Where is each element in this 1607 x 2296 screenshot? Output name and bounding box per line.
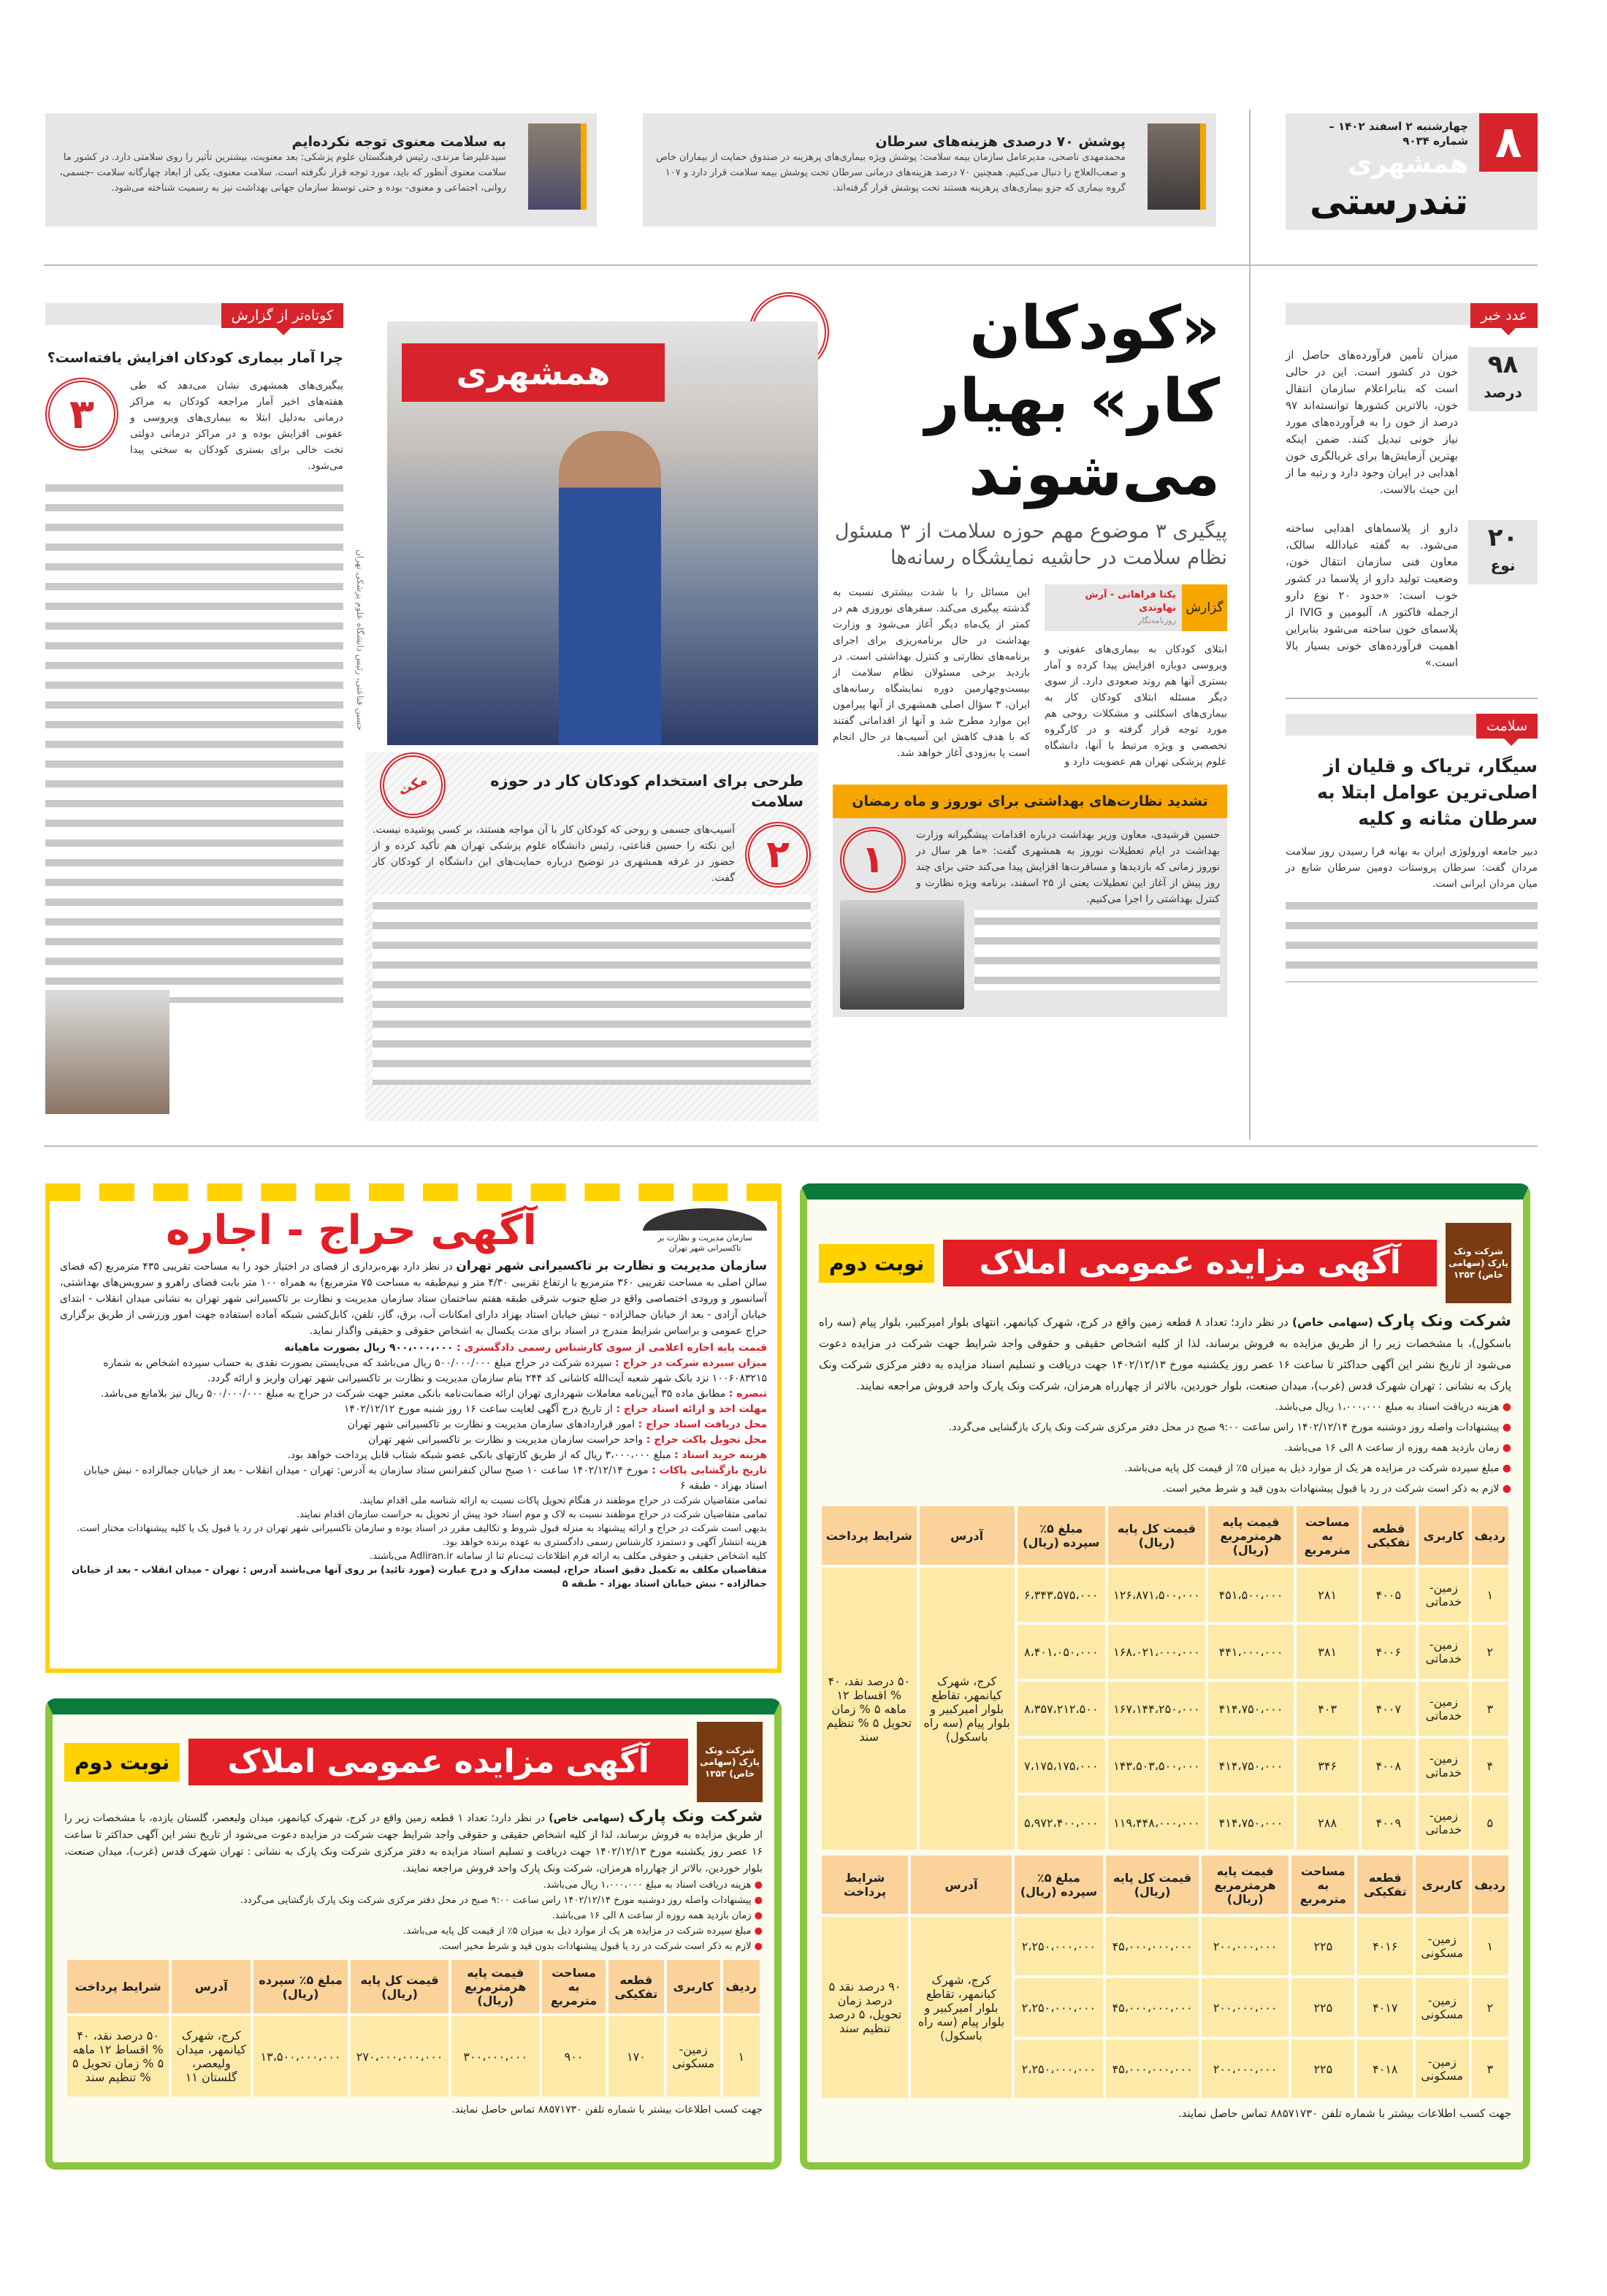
table-cell: زمین-خدماتی xyxy=(1419,1568,1468,1622)
table-row xyxy=(67,2016,760,2097)
text: هزینه خرید اسناد : xyxy=(674,1449,767,1461)
ad-intro: در نظر دارد بهره‌برداری از فضای در اختیار خود را به مساحت تقریبی ۴۳۵ مترمربع (که فضای سالن اصلی به مساحت تقریبی ۳۶۰ مترمربع با ارتفاع تقریبی ۴/۳۰ متر و نیم‌طبقه به مساحت ۷۵ مترمربع) به همراه ۱۰۰ متر بابت فضای راهرو و سرویس‌های بهداشتی، آسانسور و ورودی اختصاصی واقع در ضلع جنوب شرقی طبقه هفتم ساختمان ستاد سازمان مدیریت و نظارت بر تاکسیرانی شهر تهران به نشانی میدان انقلاب - ابتدای خیابان آزادی - بعد از خیابان جمالزاده - نبش خیابان استاد بهزاد دارای امکانات آب، برق، گاز، تلفن، کابل‌کشی شبکه آماده استفاده جهت امور ورزشی از طریق برگزاری حراج عمومی و براساس شرایط مندرج در اسناد برای مدت یکسال به اشخاص حقوقی و حقیقی واگذار نماید. xyxy=(60,1261,767,1337)
taxi-auction-ad xyxy=(45,1183,782,1673)
property-table-commercial xyxy=(819,1503,1511,1853)
byline-tag: گزارش xyxy=(1182,584,1227,631)
issue-date: چهارشنبه ۲ اسفند ۱۴۰۲ – شماره ۹۰۳۴ xyxy=(1329,120,1468,148)
ad-bullet: ● مبلغ سپرده شرکت در مزایده هر یک از موارد ذیل به میزان ۵٪ از قیمت کل پایه می‌باشد. xyxy=(64,1923,763,1939)
official-photo xyxy=(45,990,169,1114)
numbers-box xyxy=(1286,303,1538,671)
teaser-photo xyxy=(1148,123,1206,210)
table-cell: زمین-خدماتی xyxy=(1419,1739,1468,1793)
main-story xyxy=(833,292,1227,1017)
table-cell: ۱ xyxy=(723,2016,760,2097)
section-tag: سلامت xyxy=(1476,714,1538,739)
table-cell: ۴۵،۰۰۰،۰۰۰،۰۰۰ xyxy=(1106,1978,1199,2037)
table-cell: ۲،۲۵۰،۰۰۰،۰۰۰ xyxy=(1015,1917,1103,1975)
text: تاریخ بازگشایی پاکات : xyxy=(652,1465,767,1476)
table-cell: زمین-مسکونی xyxy=(667,2016,720,2097)
table-cell: ۴۰۱۶ xyxy=(1357,1917,1413,1975)
box-body: آسیب‌های جسمی و روحی که کودکان کار با آن مواجه هستند، بر کسی پوشیده نیست. این نکته را حسین قناعتی، رئیس دانشگاه علوم پزشکی تهران هم تأکید کرده و از حضور در غرفه همشهری در توضیح درباره حمایت‌های این دانشگاه از کودکان کار گفت. xyxy=(373,824,735,884)
text xyxy=(45,378,343,1003)
table-cell: ۱ xyxy=(1472,1917,1508,1975)
teaser-cancer[interactable] xyxy=(643,113,1216,226)
news-title: سیگار، تریاک و قلیان از اصلی‌ترین عوامل ابتلا به سرطان مثانه و کلیه xyxy=(1317,755,1538,829)
paper-logo: همشهری xyxy=(1348,149,1468,179)
table-cell: ۴۴۱،۰۰۰،۰۰۰ xyxy=(1208,1625,1294,1679)
column-header: قیمت پایه هرمترمربع (ریال) xyxy=(1208,1506,1294,1565)
round-badge: نوبت دوم xyxy=(64,1743,180,1782)
column-header: مساحت به مترمربع xyxy=(1297,1506,1359,1565)
column-header: ردیف xyxy=(1472,1856,1508,1914)
ad-field xyxy=(60,1356,767,1387)
table-cell: ۵۰ درصد نقد، ۴۰ % اقساط ۱۲ ماهه ۵ % زمان تحویل ۵ % تنظیم سند xyxy=(67,2016,169,2097)
teaser-title: به سلامت معنوی توجه نکرده‌ایم xyxy=(291,134,506,150)
table-cell: ۴۰۱۷ xyxy=(1357,1978,1413,2037)
vanak-auction-ad-small xyxy=(45,1698,782,2170)
teaser-body: سیدعلیرضا مرندی، رئیس فرهنگستان علوم پزشکی: بعد معنویت، بیشترین تأثیر را روی سلامتی دارد. در کشور ما سلامت معنوی آنطور که باید، مورد توجه قرار نگرفته است. سلامت معنوی، یکی از ابعاد چهارگانه سلامت -جسمی، روانی، اجتماعی و معنوی- بوده و حتی توسط سازمان جهانی بهداشت نیز به رسمیت شناخته می‌شود. xyxy=(59,152,506,194)
column-header: ردیف xyxy=(1472,1506,1508,1565)
teaser-body: محمدمهدی ناصحی، مدیرعامل سازمان بیمه سلامت: پوشش ویژه بیماری‌های پرهزینه در صندوق حمایت از بیماران خاص و صعب‌العلاج را دنبال می‌کنیم. همچنین ۷۰ درصد هزینه‌های درمانی سرطان تحت پوشش بیمه سلامت قرار دارد و ۱۰۷ گروه بیماری که جزو بیماری‌های پرهزینه هستند تحت پوشش قرار گرفته‌اند. xyxy=(656,152,1126,194)
byline-authors: یکتا فراهانی - آرش نهاوندی xyxy=(1085,590,1176,614)
table-cell: ۴۰۰۷ xyxy=(1362,1682,1416,1736)
main-subtitle: پیگیری ۳ موضوع مهم حوزه سلامت از ۳ مسئول نظام سلامت در حاشیه نمایشگاه رسانه‌ها xyxy=(834,520,1227,569)
ad-bullet: کلیه اشخاص حقیقی و حقوقی مکلف به ارائه فرم اطلاعات ثبت‌نام ثنا از سامانه Adliran.ir می‌باشند. xyxy=(370,1551,767,1562)
table-cell: ۲۰۰،۰۰۰،۰۰۰ xyxy=(1202,2040,1289,2098)
text: مبلغ ۳،۰۰۰،۰۰۰ ریال که از طریق کارتهای بانکی عضو شبکه شتاب قابل پرداخت خواهد بود. xyxy=(287,1449,671,1461)
main-headline: «کودکان کار» بهیار می‌شوند xyxy=(925,294,1220,509)
ad-title: آگهی مزایده عمومی املاک xyxy=(943,1240,1437,1286)
vanak-logo: شرکت ونک پارک (سهامی خاص) ۱۳۵۳ xyxy=(1446,1223,1511,1303)
stat-badge xyxy=(1468,520,1538,584)
text xyxy=(1286,714,1538,736)
text xyxy=(60,1258,767,1339)
table-cell: ۳۴۶ xyxy=(1297,1739,1359,1793)
box-title: تشدید نظارت‌های بهداشتی برای نوروز و ماه رمضان xyxy=(833,785,1227,818)
text: مورخ ۱۴۰۲/۱۲/۱۴ ساعت ۱۰ صبح سالن کنفرانس ستاد سازمان به آدرس: تهران - میدان انقلاب - بعد از خیابان جمالزاده - نبش خیابان استاد بهزاد - طبقه ۶ xyxy=(83,1465,767,1492)
table-cell: ۶،۳۴۳،۵۷۵،۰۰۰ xyxy=(1018,1568,1105,1622)
table-cell: ۲۰۰،۰۰۰،۰۰۰ xyxy=(1202,1917,1289,1975)
table-cell: ۴۰۰۸ xyxy=(1362,1739,1416,1793)
table-cell: ۵،۹۷۲،۴۰۰،۰۰۰ xyxy=(1018,1796,1105,1850)
table-cell: ۳۸۱ xyxy=(1297,1625,1359,1679)
section-tag: کوتاه‌تر از گزارش xyxy=(221,303,343,328)
table-cell: ۲۰۰،۰۰۰،۰۰۰ xyxy=(1202,1978,1289,2037)
ad-intro: در نظر دارد؛ تعداد ۸ قطعه زمین واقع در کرج، شهرک کیانمهر، انتهای بلوار امیرکبیر، بلوار پیام (سه راه باسکول)، با مشخصات زیر را از طریق مزایده به فروش برساند، لذا از کلیه اشخاص حقیقی و حقوقی واجد شرایط جهت شرکت در مزایده دعوت می‌شود از تاریخ نشر این آگهی حداکثر تا ساعت ۱۶ عصر روز یکشنبه مورخ ۱۴۰۲/۱۲/۱۳ جهت دریافت و تسلیم اسناد مزایده به دفتر مرکزی شرکت ونک پارک به نشانی : تهران شهرک قدس (غرب)، میدان صنعت، بلوار خوردین، بالاتر از چهارراه هرمزان، شرکت ونک پارک واحد فروش مراجعه نمایند. xyxy=(819,1316,1512,1392)
ad-bullet: ● زمان بازدید همه روزه از ساعت ۸ الی ۱۶ می‌باشد. xyxy=(819,1438,1511,1458)
text xyxy=(819,1311,1511,1397)
intro-col-1: ابتلای کودکان به بیماری‌های عفونی و ویروسی دوباره افزایش پیدا کرده و آمار بستری آنها هم روند صعودی دارد. از سوی دیگر مسئله ابتلای کودکان کار به بیماری‌های اسکلتی و مشکلات روحی هم مورد توجه قرار گرفته و در کارگروه تخصصی و ویژه مرتبط با آنها، دانشگاه علوم پزشکی تهران هم عضویت دارد و xyxy=(1045,644,1227,768)
ad-footer: متقاضیان مکلف به تکمیل دقیق اسناد حراج، لیست مدارک و درج عبارت (مورد تائید) بر روی آنها می‌باشند آدرس : تهران - میدان انقلاب - بعد از خیابان جمالزاده - نبش خیابان استاد بهزاد - طبقه ۵ xyxy=(72,1565,767,1590)
table-cell: ۲۸۱ xyxy=(1297,1568,1359,1622)
column-header: کاربری xyxy=(1419,1506,1468,1565)
news-body: دبیر جامعه اورولوژی ایران به بهانه فرا رسیدن روز سلامت مردان گفت: سرطان پروستات دومین سرطان شایع در میان مردان ایرانی است. xyxy=(1286,846,1538,890)
column-header: کاربری xyxy=(1416,1856,1468,1914)
text: قیمت پایه اجاره اعلامی از سوی کارشناس رسمی دادگستری : xyxy=(456,1342,767,1354)
stat-unit: درصد xyxy=(1484,384,1522,401)
ad-bullet: تمامی متقاضیان شرکت در حراج موظفند نسبت به لاک و موم اسناد خود پیش از تحویل به حراست سازمان اقدام نمایند. xyxy=(296,1509,767,1520)
column-header: شرایط پرداخت xyxy=(67,1960,169,2013)
box-body-continued xyxy=(974,910,1220,991)
table-cell: ۱۶۷،۱۴۴،۲۵۰،۰۰۰ xyxy=(1108,1682,1205,1736)
vanak-logo: شرکت ونک پارک (سهامی خاص) ۱۳۵۳ xyxy=(697,1722,763,1802)
box-body-continued xyxy=(373,895,811,1085)
text xyxy=(1286,520,1538,671)
table-cell: ۴۰۱۸ xyxy=(1357,2040,1413,2098)
table-cell: ۴۱۴،۷۵۰،۰۰۰ xyxy=(1208,1682,1294,1736)
table-cell: ۵۰ درصد نقد، ۴۰ % اقساط ۱۲ ماهه ۵ % زمان تحویل ۵ % تنظیم سند xyxy=(822,1568,917,1850)
text: محل تحویل پاکت حراج : xyxy=(646,1434,767,1446)
table-cell: ۲۲۵ xyxy=(1291,2040,1354,2098)
table-cell: ۴۵۱،۵۰۰،۰۰۰ xyxy=(1208,1568,1294,1622)
text xyxy=(833,584,1227,770)
column-header: قیمت پایه هرمترمربع (ریال) xyxy=(1202,1856,1289,1914)
ad-bullet: ● پیشنهادات واصله روز دوشنبه مورخ ۱۴۰۲/۱۲/۱۴ راس ساعت ۹:۰۰ صبح در محل دفتر مرکزی شرکت ونک پارک بازگشایی می‌گردد. xyxy=(819,1417,1511,1438)
ad-bullet: ● لازم به ذکر است شرکت در رد یا قبول پیشنهادات بدون قید و شرط مخیر است. xyxy=(819,1479,1511,1499)
table-cell: ۲،۲۵۰،۰۰۰،۰۰۰ xyxy=(1015,1978,1103,2037)
text xyxy=(822,1506,1508,1850)
column-header: آدرس xyxy=(920,1506,1015,1565)
section-tag: عدد خبر xyxy=(1470,303,1538,328)
table-header xyxy=(822,1856,1508,1914)
text: مطابق ماده ۳۵ آیین‌نامه معاملات شهرداری تهران ارائه ضمانت‌نامه بانکی معتبر جهت شرکت در حراج به مبلغ ۵۰۰/۰۰۰/۰۰۰ ریال نیز بلامانع می‌باشد. xyxy=(100,1388,726,1400)
stat-badge xyxy=(1468,347,1538,411)
property-table xyxy=(64,1957,763,2099)
table-cell: ۴۰۰۹ xyxy=(1362,1796,1416,1850)
table-cell: ۴ xyxy=(1472,1739,1508,1793)
intro-col-2: این مسائل را با شدت بیشتری نسبت به گذشته پیگیری می‌کند. سفرهای نوروزی هم در کمتر از یک‌ماه دیگر آغاز می‌شود و وزارت بهداشت در حال برنامه‌ریزی برای اجرای برنامه‌های نظارتی و کنترل بهداشتی است. در بازدید برخی مسئولان نظام سلامت از بیست‌وچهارمین دوره نمایشگاه رسانه‌های ایران، ۳ سؤال اصلی همشهری از آنها پیرامون این موارد مطرح شد و آنها از اقداماتی گفتند که با هدف کاهش این آسیب‌ها در حال انجام است یا به‌زودی آغاز خواهد شد. xyxy=(833,587,1031,759)
ad-bullet: تمامی متقاضیان شرکت در حراج موظفند در هنگام تحویل پاکات نسبت به ارائه شناسه ملی اقدام نمایند. xyxy=(359,1495,767,1506)
table-header xyxy=(67,1960,760,2013)
text xyxy=(60,1340,767,1494)
column-header: قطعه تفکیکی xyxy=(608,1960,664,2013)
box-title: طرحی برای استخدام کودکان کار در حوزه سلامت xyxy=(490,772,804,810)
text xyxy=(822,1856,1508,2098)
taxi-org-logo: سازمان مدیریت و نظارت بر تاکسیرانی شهر تهران xyxy=(643,1208,767,1254)
byline xyxy=(1045,584,1227,631)
company-type: (سهامی خاص) xyxy=(1292,1316,1373,1329)
table-cell: ۲۷۰،۰۰۰،۰۰۰،۰۰۰ xyxy=(351,2016,448,2097)
text xyxy=(60,1207,767,1255)
teaser-photo xyxy=(528,123,587,210)
ad-field xyxy=(60,1417,767,1433)
text xyxy=(1286,303,1538,325)
short-report xyxy=(45,303,343,1121)
stat-text: میزان تأمین فرآورده‌های حاصل از خون در کشور است. این در حالی است که بنابراعلام سازمان انتقال خون، بالاترین کشورها توانسته‌اند ۹۷ درصد از خون را به فرآورده‌های مورد نیاز خونی تبدیل کنند. ضمن اینکه بهترین آزمایش‌ها برای غربالگری خون اهدایی در ایران وجود دارد و رتبه ما از این حیث بالاست. xyxy=(1286,348,1458,496)
byline-role: روزنامه‌نگار xyxy=(1138,616,1176,625)
ad-bullet: بدیهی است شرکت در حراج و ارائه پیشنهاد به منزله قبول شروط و تکالیف مقرر در اسناد بوده و سازمان تاکسیرانی شهر تهران در رد یا قبول یک یا کلیه پیشنهادات مختار است. xyxy=(77,1523,767,1534)
table-cell: ۴۰۰۵ xyxy=(1362,1568,1416,1622)
number-stamp: ۱ xyxy=(840,827,906,893)
text xyxy=(1045,584,1182,631)
contact-line: جهت کسب اطلاعات بیشتر با شماره تلفن ۸۸۵۷۱۷۳۰ تماس حاصل نمایند. xyxy=(451,2104,763,2116)
table-cell: ۱۲۶،۸۷۱،۵۰۰،۰۰۰ xyxy=(1108,1568,1205,1622)
stat-value: ۹۸ xyxy=(1487,350,1519,379)
masthead xyxy=(1286,113,1538,230)
table-cell: ۱۶۸،۰۲۱،۰۰۰،۰۰۰ xyxy=(1108,1625,1205,1679)
column-header: قیمت کل پایه (ریال) xyxy=(1106,1856,1199,1914)
section-title: تندرستی xyxy=(1309,180,1468,223)
main-photo xyxy=(387,321,818,745)
table-cell: ۴۵،۰۰۰،۰۰۰،۰۰۰ xyxy=(1106,2040,1199,2098)
ad-bullet: ● زمان بازدید همه روزه از ساعت ۸ الی ۱۶ می‌باشد. xyxy=(64,1908,763,1923)
text xyxy=(819,1223,1511,1303)
vanak-auction-ad-large xyxy=(800,1183,1530,2170)
org-name: سازمان مدیریت و نظارت بر تاکسیرانی شهر تهران xyxy=(456,1259,767,1273)
table-cell: زمین-خدماتی xyxy=(1419,1625,1468,1679)
column-header: مساحت به مترمربع xyxy=(542,1960,606,2013)
table-header xyxy=(822,1506,1508,1565)
text xyxy=(45,303,343,325)
number-stamp: ۲ xyxy=(745,822,811,888)
round-badge: نوبت دوم xyxy=(819,1244,934,1283)
ad-bullet: ● پیشنهادات واصله روز دوشنبه مورخ ۱۴۰۲/۱۲/۱۴ راس ساعت ۹:۰۰ صبح در محل دفتر مرکزی شرکت ونک پارک بازگشایی می‌گردد. xyxy=(64,1893,763,1908)
text xyxy=(373,822,811,1085)
table-row xyxy=(822,1917,1508,1975)
table-cell: ۲۲۵ xyxy=(1291,1917,1354,1975)
column-header: مبلغ ۵٪ سپرده (ریال) xyxy=(253,1960,348,2013)
stat-value: ۲۰ xyxy=(1487,523,1519,552)
report-title: چرا آمار بیماری کودکان افزایش یافته‌است؟ xyxy=(47,350,343,366)
column-header: مساحت به مترمربع xyxy=(1291,1856,1354,1914)
teaser-title: پوشش ۷۰ درصدی هزینه‌های سرطان xyxy=(875,134,1126,150)
table-cell: ۸،۳۵۷،۲۱۲،۵۰۰ xyxy=(1018,1682,1105,1736)
ad-title: آگهی مزایده عمومی املاک xyxy=(188,1739,688,1785)
table-cell: ۳ xyxy=(1472,2040,1508,2098)
text xyxy=(1045,584,1227,770)
table-cell: زمین-مسکونی xyxy=(1416,1917,1468,1975)
table-cell: ۲،۲۵۰،۰۰۰،۰۰۰ xyxy=(1015,2040,1103,2098)
ad-field xyxy=(60,1340,767,1356)
photo-caption-vertical: حسین قناعتی، رئیس دانشگاه علوم پزشکی تهران xyxy=(355,549,365,731)
table-cell: ۴۵،۰۰۰،۰۰۰،۰۰۰ xyxy=(1106,1917,1199,1975)
column-header: ردیف xyxy=(723,1960,760,2013)
text xyxy=(56,134,506,196)
ad-field xyxy=(60,1448,767,1463)
exhibition-banner: همشهری xyxy=(402,343,665,402)
text xyxy=(64,1808,763,1877)
company-name: شرکت ونک پارک xyxy=(627,1807,763,1826)
table-cell: ۲ xyxy=(1472,1978,1508,2037)
text: محل دریافت اسناد حراج : xyxy=(638,1419,767,1430)
table-cell: ۱۷۰ xyxy=(608,2016,664,2097)
table-cell: ۹۰ درصد نقد ۵ درصد زمان تحویل، ۵ درصد تنظیم سند xyxy=(822,1917,908,2098)
text xyxy=(64,1877,763,1954)
table-cell: ۱۴۳،۵۰۳،۵۰۰،۰۰۰ xyxy=(1108,1739,1205,1793)
column-header: کاربری xyxy=(667,1960,720,2013)
table-cell: زمین-خدماتی xyxy=(1419,1796,1468,1850)
table-cell: ۱۱۹،۴۴۸،۰۰۰،۰۰۰ xyxy=(1108,1796,1205,1850)
table-cell: کرج، شهرک کیانمهر، میدان ولیعصر، گلستان ۱۱ xyxy=(172,2016,251,2097)
ad-field xyxy=(60,1433,767,1448)
ad-bullet: هزینه انتشار آگهی و دستمزد کارشناس رسمی دادگستری به عهده برنده خواهد بود. xyxy=(442,1537,767,1548)
table-cell: ۲۸۸ xyxy=(1297,1796,1359,1850)
page-number: ۸ xyxy=(1479,113,1538,172)
property-table-residential xyxy=(819,1853,1511,2101)
text xyxy=(833,818,1227,1010)
story-box-2 xyxy=(365,752,818,1121)
news-body-continued xyxy=(1286,895,1538,983)
table-cell: ۲ xyxy=(1472,1625,1508,1679)
table-cell: ۴۱۴،۷۵۰،۰۰۰ xyxy=(1208,1739,1294,1793)
text xyxy=(819,1397,1511,1499)
ad-bullet: ● هزینه دریافت اسناد به مبلغ ۱،۰۰۰،۰۰۰ ریال می‌باشد. xyxy=(64,1877,763,1893)
table-cell: ۳۰۰،۰۰۰،۰۰۰ xyxy=(451,2016,539,2097)
official-photo xyxy=(840,900,964,1010)
text: میزان سپرده شرکت در حراج : xyxy=(615,1357,767,1369)
text xyxy=(1286,347,1538,498)
divider xyxy=(44,264,1538,266)
ad-title: آگهی حراج - اجاره xyxy=(166,1207,537,1254)
text: از تاریخ درج آگهی لغایت ساعت ۱۶ روز شنبه مورخ ۱۴۰۲/۱۲/۱۲ xyxy=(343,1403,613,1415)
column-header: مبلغ ۵٪ سپرده (ریال) xyxy=(1015,1856,1103,1914)
divider xyxy=(44,1145,1538,1147)
ad-bullet: ● هزینه دریافت اسناد به مبلغ ۱،۰۰۰،۰۰۰ ریال می‌باشد. xyxy=(819,1397,1511,1417)
number-stamp: ۳ xyxy=(45,378,118,451)
company-type: (سهامی خاص) xyxy=(549,1812,625,1824)
table-cell: ۴۱۴،۷۵۰،۰۰۰ xyxy=(1208,1796,1294,1850)
text xyxy=(60,1494,767,1563)
column-header: مبلغ ۵٪ سپرده (ریال) xyxy=(1018,1506,1105,1565)
column-header: شرایط پرداخت xyxy=(822,1856,908,1914)
table-cell: ۳ xyxy=(1472,1682,1508,1736)
text: مهلت اخذ و ارائه اسناد حراج : xyxy=(616,1403,767,1415)
text: ۹۰۰،۰۰۰،۰۰۰ ریال بصورت ماهیانه xyxy=(284,1342,454,1354)
health-news xyxy=(1286,698,1538,983)
column-header: شرایط پرداخت xyxy=(822,1506,917,1565)
table-cell: ۱ xyxy=(1472,1568,1508,1622)
ad-field xyxy=(60,1402,767,1417)
stat-text: دارو از پلاسماهای اهدایی ساخته می‌شود. به گفته عبادالله سالک، معاون فنی سازمان انتقال خون، وضعیت تولید دارو از پلاسما در کشور خوب است: «حدود ۲۰ نوع دارو ازجمله فاکتور ۸، آلبومین و IVIG از پلاسمای خون ساخته می‌شود بنابراین اهمیت فرآورده‌های خونی بسیار بالا است.» xyxy=(1286,522,1458,669)
table-cell: کرج، شهرک کیانمهر، تقاطع بلوار امیرکبیر و بلوار پیام (سه راه باسکول) xyxy=(920,1568,1015,1850)
ad-bullet: ● لازم به ذکر است شرکت در رد یا قبول پیشنهادات بدون قید و شرط مخیر است. xyxy=(64,1939,763,1954)
column-header: قیمت کل پایه (ریال) xyxy=(351,1960,448,2013)
column-header: قطعه تفکیکی xyxy=(1357,1856,1413,1914)
text: سپرده شرکت در حراج مبلغ ۵۰۰/۰۰۰/۰۰۰ ریال می‌باشد که می‌بایستی بصورت نقدی به حساب سپرده اشخاص به شماره ۱۰۰۶۰۸۳۲۱۵ نزد بانک شهر شعبه آیت‌الله کاشانی کد ۲۴۴ بنام سازمان مدیریت و نظارت بر تاکسیرانی شهر تهران واریز و ارائه گردد. xyxy=(103,1357,767,1384)
text: واحد حراست سازمان مدیریت و نظارت بر تاکسیرانی شهر تهران xyxy=(367,1434,644,1446)
table-cell: کرج، شهرک کیانمهر، تقاطع بلوار امیرکبیر و بلوار پیام (سه راه باسکول) xyxy=(911,1917,1012,2098)
table-row xyxy=(822,1568,1508,1622)
column-header: قطعه تفکیکی xyxy=(1362,1506,1416,1565)
ad-field xyxy=(60,1387,767,1402)
text xyxy=(653,134,1126,196)
table-cell: ۲۲۵ xyxy=(1291,1978,1354,2037)
person-figure xyxy=(559,431,661,745)
table-cell: ۱۳،۵۰۰،۰۰۰،۰۰۰ xyxy=(253,2016,348,2097)
table-cell: ۷،۱۷۵،۱۷۵،۰۰۰ xyxy=(1018,1739,1105,1793)
column-divider xyxy=(1249,110,1251,1140)
teaser-spiritual-health[interactable] xyxy=(45,113,597,226)
ad-intro: در نظر دارد؛ تعداد ۱ قطعه زمین واقع در کرج، شهرک کیانمهر، میدان ولیعصر، گلستان یازده، با مشخصات زیر را از طریق مزایده به فروش برساند، لذا از کلیه اشخاص حقیقی و حقوقی واجد شرایط جهت شرکت در مزایده دعوت می‌شود از تاریخ نشر این آگهی حداکثر تا ساعت ۱۶ عصر روز یکشنبه مورخ ۱۴۰۲/۱۲/۱۳ جهت دریافت و تسلیم اسناد مزایده به دفتر مرکزی شرکت ونک پارک به نشانی : تهران شهرک قدس (غرب)، میدان صنعت، بلوار خوردین، بالاتر از چهارراه هرمزان، شرکت ونک پارک واحد فروش مراجعه نمایند. xyxy=(64,1812,763,1874)
ad-field xyxy=(60,1463,767,1494)
right-column xyxy=(1286,303,1538,983)
table-cell: ۹۰۰ xyxy=(542,2016,606,2097)
column-header: آدرس xyxy=(172,1960,251,2013)
ad-bullet: ● مبلغ سپرده شرکت در مزایده هر یک از موارد ذیل به میزان ۵٪ از قیمت کل پایه می‌باشد. xyxy=(819,1458,1511,1479)
table-cell: زمین-مسکونی xyxy=(1416,2040,1468,2098)
text xyxy=(67,1960,760,2097)
text xyxy=(64,1722,763,1802)
table-cell: زمین-خدماتی xyxy=(1419,1682,1468,1736)
contact-line: جهت کسب اطلاعات بیشتر با شماره تلفن ۸۸۵۷۱۷۳۰ تماس حاصل نمایند. xyxy=(1177,2107,1511,2120)
report-body-continued xyxy=(45,477,343,1003)
text: امور قراردادهای سازمان مدیریت و نظارت بر تاکسیرانی شهر تهران xyxy=(347,1419,635,1430)
company-name: شرکت ونک پارک xyxy=(1377,1312,1511,1330)
column-header: آدرس xyxy=(911,1856,1012,1914)
table-cell: ۸،۴۰۱،۰۵۰،۰۰۰ xyxy=(1018,1625,1105,1679)
column-header: قیمت پایه هرمترمربع (ریال) xyxy=(451,1960,539,2013)
table-cell: زمین-مسکونی xyxy=(1416,1978,1468,2037)
table-cell: ۴۰۳ xyxy=(1297,1682,1359,1736)
box-body: حسین فرشیدی، معاون وزیر بهداشت درباره اقدامات پیشگیرانه وزارت بهداشت در ایام تعطیلات نوروز به همشهری گفت: «ما هر سال در نوروز زمانی که بازدیدها و مسافرت‌ها افزایش پیدا می‌کند حتی برای چند روز پیش از آغاز این تعطیلات یعنی از ۲۵ اسفند، برنامه ویژه نظارت و کنترل بهداشتی را اجرا می‌کنیم. xyxy=(916,829,1220,905)
makas-stamp: مکث xyxy=(369,752,457,829)
column-header: قیمت کل پایه (ریال) xyxy=(1108,1506,1205,1565)
text: تبصره : xyxy=(728,1388,767,1400)
table-cell: ۵ xyxy=(1472,1796,1508,1850)
stat-unit: نوع xyxy=(1490,557,1516,574)
story-box-1 xyxy=(833,785,1227,1017)
report-body: پیگیری‌های همشهری نشان می‌دهد که طی هفته‌های اخیر آمار مراجعه کودکان به مراکز درمانی به‌دلیل ابتلا به بیماری‌های ویروسی و عفونی افزایش بوده و در مراکز درمانی دولتی تخت خالی برای بستری کودکان به سختی پیدا می‌شود. xyxy=(130,380,343,472)
table-cell: ۴۰۰۶ xyxy=(1362,1625,1416,1679)
